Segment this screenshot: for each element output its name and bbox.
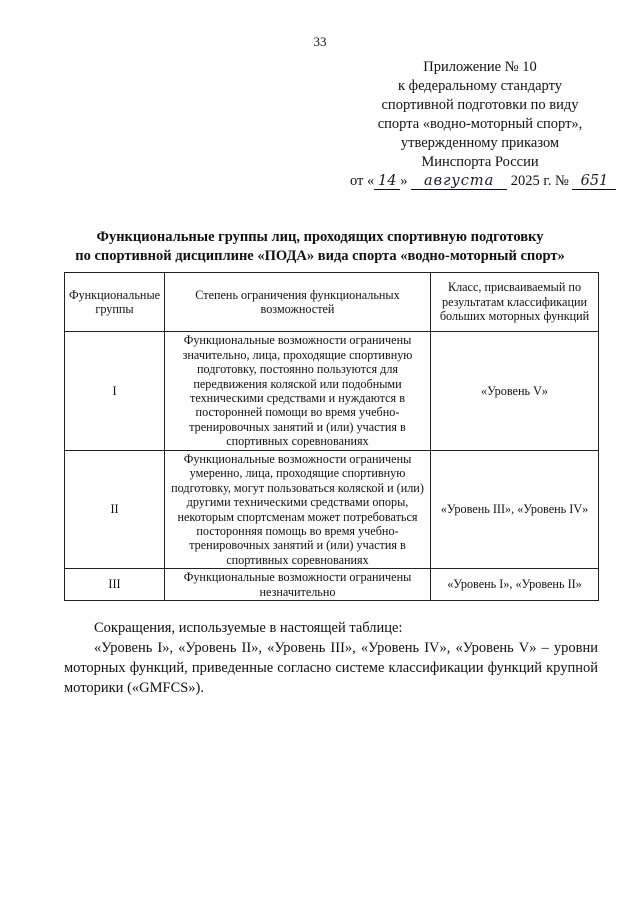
cell-limitation: Функциональные возможности ограничены значительно, лица, проходящие спортивную подготовку, постоянно пользуются для передвижения коляской или подобными техническими средствами и нуждаются в посторонней помощи во время учебно-тренировочных занятий и (или) участия в спортивных соревнованиях xyxy=(165,332,431,451)
abbreviations-text: «Уровень I», «Уровень II», «Уровень III», «Уровень IV», «Уровень V» – уровни моторных функций, приведенные согласно системе классификации функций крупной моторики («GMFCS»). xyxy=(64,640,598,696)
functional-groups-table xyxy=(64,272,599,601)
cell-limitation: Функциональные возможности ограничены умеренно, лица, проходящие спортивную подготовку, могут пользоваться коляской и (или) другими техническими средствами опоры, некоторым спортсменам может потребоваться посторонняя помощь во время учебно-тренировочных занятий и (или) участия в спортивных соревнованиях xyxy=(165,451,431,569)
cell-group: III xyxy=(65,569,165,601)
header-class: Класс, присваиваемый по результатам классификации больших моторных функций xyxy=(431,273,599,332)
order-prefix: от « xyxy=(350,173,375,189)
cell-class: «Уровень I», «Уровень II» xyxy=(431,569,599,601)
title-line-1: Функциональные группы лиц, проходящих спортивную подготовку xyxy=(96,229,544,245)
appendix-line: к федеральному стандарту xyxy=(398,78,562,94)
header-group: Функциональные группы xyxy=(65,273,165,332)
table-row xyxy=(65,332,599,451)
table-header-row xyxy=(65,273,599,332)
order-mid: » xyxy=(400,173,408,189)
order-number-handwritten: 651 xyxy=(572,173,616,190)
appendix-line: Приложение № 10 xyxy=(423,59,537,75)
order-month-handwritten: августа xyxy=(411,173,507,190)
appendix-line: Минспорта России xyxy=(421,154,539,170)
order-date-line xyxy=(350,172,610,191)
appendix-line: утвержденному приказом xyxy=(400,135,560,151)
document-title xyxy=(20,228,620,266)
cell-group: II xyxy=(65,451,165,569)
header-limitation: Степень ограничения функциональных возможностей xyxy=(165,273,431,332)
cell-group: I xyxy=(65,332,165,451)
appendix-line: спорта «водно-моторный спорт», xyxy=(377,116,583,132)
order-day-handwritten: 14 xyxy=(374,173,400,190)
table-row xyxy=(65,569,599,601)
cell-limitation: Функциональные возможности ограничены незначительно xyxy=(165,569,431,601)
abbreviations-heading: Сокращения, используемые в настоящей таблице: xyxy=(94,620,403,636)
cell-class: «Уровень V» xyxy=(431,332,599,451)
title-line-2: по спортивной дисциплине «ПОДА» вида спорта «водно-моторный спорт» xyxy=(75,248,565,264)
page-number: 33 xyxy=(313,34,327,49)
cell-class: «Уровень III», «Уровень IV» xyxy=(431,451,599,569)
appendix-line: спортивной подготовки по виду xyxy=(381,97,579,113)
order-year: 2025 г. № xyxy=(510,173,569,189)
abbreviations-block xyxy=(64,618,598,698)
table-row xyxy=(65,451,599,569)
appendix-block xyxy=(350,58,610,191)
